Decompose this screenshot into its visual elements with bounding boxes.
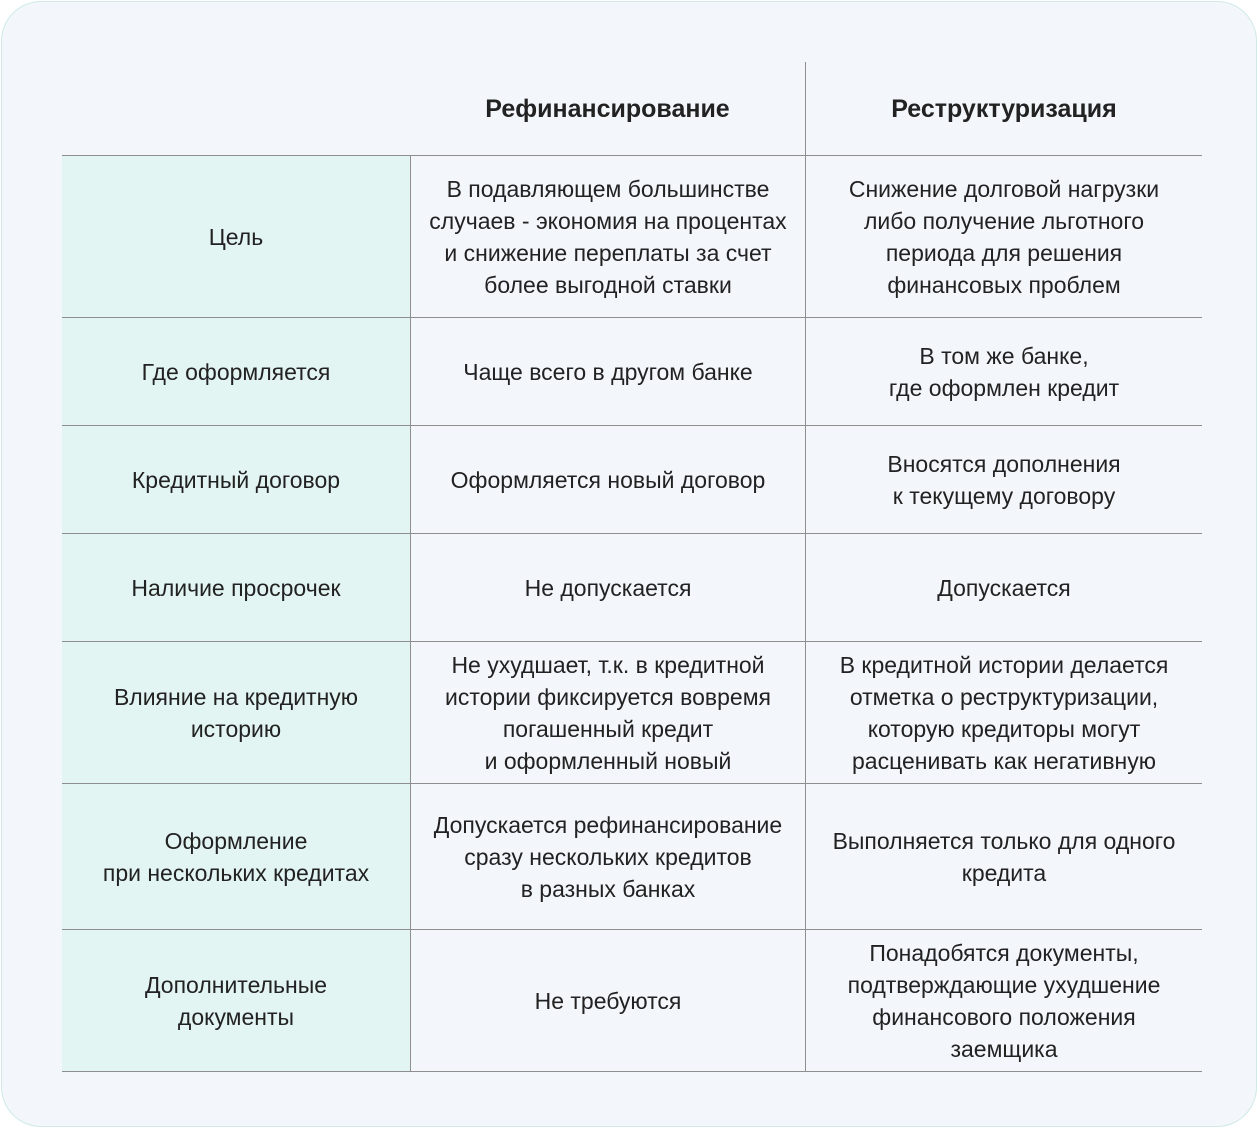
comparison-card <box>1 1 1257 1127</box>
refinancing-cell: Чаще всего в другом банке <box>410 318 805 425</box>
restructuring-cell: В том же банке, где оформлен кредит <box>805 318 1202 425</box>
table-row-goal <box>62 156 1202 318</box>
restructuring-cell: Понадобятся документы, подтверждающие ухудшение финансового положения заемщика <box>805 930 1202 1071</box>
refinancing-cell: Оформляется новый договор <box>410 426 805 533</box>
table-row-contract <box>62 426 1202 534</box>
row-label: Кредитный договор <box>62 426 410 533</box>
table-row-multiple-loans <box>62 784 1202 930</box>
row-label: Оформление при нескольких кредитах <box>62 784 410 929</box>
table-row-credit-history <box>62 642 1202 784</box>
table-row-overdue <box>62 534 1202 642</box>
refinancing-cell: Не требуются <box>410 930 805 1071</box>
refinancing-cell: Не допускается <box>410 534 805 641</box>
restructuring-cell: Выполняется только для одного кредита <box>805 784 1202 929</box>
row-label: Дополнительные документы <box>62 930 410 1071</box>
restructuring-cell: Вносятся дополнения к текущему договору <box>805 426 1202 533</box>
refinancing-cell: Не ухудшает, т.к. в кредитной истории фиксируется вовремя погашенный кредит и оформленный новый <box>410 642 805 783</box>
restructuring-cell: В кредитной истории делается отметка о реструктуризации, которую кредиторы могут расценивать как негативную <box>805 642 1202 783</box>
table-row-where <box>62 318 1202 426</box>
header-empty-cell <box>62 62 410 155</box>
row-label: Влияние на кредитную историю <box>62 642 410 783</box>
restructuring-cell: Допускается <box>805 534 1202 641</box>
refinancing-cell: Допускается рефинансирование сразу нескольких кредитов в разных банках <box>410 784 805 929</box>
row-label: Где оформляется <box>62 318 410 425</box>
table-row-documents <box>62 930 1202 1072</box>
header-restructuring: Реструктуризация <box>805 62 1202 155</box>
row-label: Наличие просрочек <box>62 534 410 641</box>
restructuring-cell: Снижение долговой нагрузки либо получение льготного периода для решения финансовых проблем <box>805 156 1202 317</box>
header-refinancing: Рефинансирование <box>485 94 730 123</box>
row-label: Цель <box>62 156 410 317</box>
table-header-row <box>62 62 1202 156</box>
comparison-table <box>62 62 1202 1072</box>
refinancing-cell: В подавляющем большинстве случаев - экономия на процентах и снижение переплаты за счет более выгодной ставки <box>410 156 805 317</box>
